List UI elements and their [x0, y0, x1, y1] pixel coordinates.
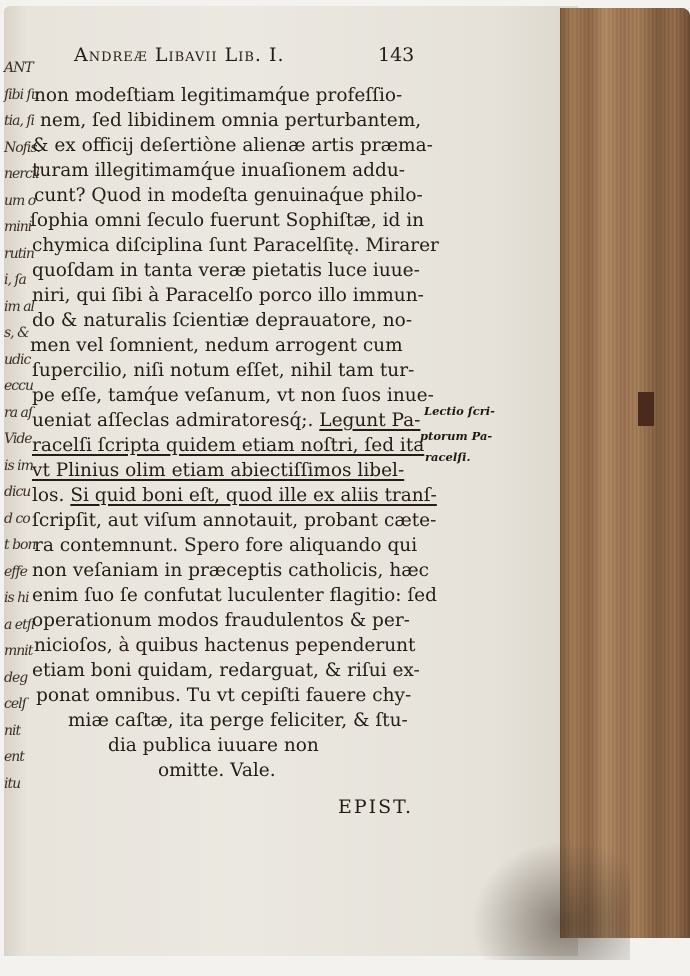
- body-line: operationum modos fraudulentos & per-: [32, 610, 410, 631]
- left-page-margin: [4, 60, 40, 820]
- body-line: [32, 434, 432, 458]
- left-margin-fragment: is im: [4, 457, 33, 474]
- left-margin-fragment: tia, ſi: [4, 113, 35, 129]
- catchword: EPIST.: [338, 796, 414, 818]
- body-line: ſcripſit, aut viſum annotauit, probant cæte-: [32, 510, 437, 531]
- left-margin-fragment: is hi: [4, 590, 29, 606]
- left-margin-fragment: i, ſa: [4, 272, 26, 288]
- left-margin-fragment: um o: [4, 192, 36, 209]
- left-margin-fragment: Vide: [4, 431, 32, 447]
- body-line: quoſdam in tanta veræ pietatis luce iuue-: [32, 260, 420, 281]
- left-margin-fragment: celſ: [4, 696, 26, 712]
- left-margin-fragment: nit: [4, 722, 21, 739]
- left-margin-fragment: deg: [4, 669, 28, 686]
- body-line: enim ſuo ſe confutat luculenter flagitio: ſed: [32, 585, 437, 606]
- body-line: pe eſſe, tamq́ue veſanum, vt non ſuos inue-: [32, 385, 434, 406]
- left-margin-fragment: dicu: [4, 484, 31, 500]
- body-line: ſophia omni ſeculo fuerunt Sophiſtæ, id in: [30, 210, 425, 231]
- marginal-note-line-1: Lectio ſcri-: [424, 404, 495, 418]
- body-text-segment: los.: [32, 485, 71, 506]
- body-line: ſupercilio, niſi notum eſſet, nihil tam tur-: [32, 360, 415, 381]
- left-margin-fragment: d co: [4, 510, 30, 527]
- body-line: miæ caſtæ, ita perge feliciter, & ſtu-: [68, 710, 408, 731]
- left-margin-fragment: rutin: [4, 245, 34, 262]
- underlined-text: Legunt Pa-: [319, 410, 421, 431]
- left-margin-fragment: ent: [4, 749, 24, 765]
- left-margin-fragment: Nofis.: [4, 139, 40, 156]
- body-line: ra contemnunt. Spero fore aliquando qui: [34, 535, 418, 556]
- body-line: nicioſos, à quibus hactenus pependerunt: [34, 635, 416, 656]
- marginal-note-line-3: racelſi.: [425, 450, 471, 464]
- body-line: men vel ſomnient, nedum arrogent cum: [30, 335, 403, 356]
- left-margin-fragment: s, &: [4, 325, 29, 341]
- body-line: [32, 459, 432, 483]
- body-line: dia publica iuuare non: [108, 735, 319, 756]
- marginal-note-line-2: ptorum Pa-: [420, 429, 493, 443]
- left-margin-fragment: t bon: [4, 537, 36, 553]
- body-line: nem, ſed libidinem omnia perturbantem,: [40, 110, 422, 131]
- body-line: etiam boni quidam, redarguat, & riſui ex-: [32, 660, 420, 681]
- body-line: [32, 409, 432, 433]
- body-line: ponat omnibus. Tu vt cepiſti fauere chy-: [36, 685, 412, 706]
- left-margin-fragment: eccu: [4, 378, 33, 394]
- hand-shadow: [470, 840, 630, 960]
- left-margin-fragment: mnit: [4, 643, 33, 659]
- body-line: & ex officij deſertiòne alienæ artis præma-: [32, 135, 433, 156]
- page-number: 143: [378, 44, 415, 66]
- fore-edge-texture: [560, 8, 690, 938]
- body-line: turam illegitimamq́ue inuaſionem addu-: [32, 160, 405, 181]
- left-margin-fragment: nercil: [4, 166, 39, 182]
- left-margin-fragment: udic: [4, 351, 31, 368]
- running-head: Andreæ Libavii Lib. I.: [74, 44, 285, 66]
- underlined-text: vt Plinius olim etiam abiectiſſimos libel-: [32, 460, 405, 481]
- left-margin-fragment: ſibi ſu: [4, 86, 39, 103]
- left-margin-fragment: a etſi: [4, 616, 35, 633]
- left-margin-fragment: ANT: [4, 60, 33, 76]
- underlined-text: racelſi ſcripta quidem etiam noſtri, ſed ita: [32, 435, 425, 456]
- left-margin-fragment: ra aſ: [4, 404, 33, 421]
- body-line: niri, qui ſibi à Paracelſo porco illo immun-: [32, 285, 424, 306]
- body-line: cunt? Quod in modeſta genuinaq́ue philo-: [34, 185, 423, 206]
- body-text-segment: ueniat aſſeclas admiratoresq́;.: [32, 410, 320, 431]
- left-margin-fragment: itu: [4, 775, 21, 792]
- body-line: [32, 484, 437, 508]
- body-line: omitte. Vale.: [158, 760, 276, 781]
- left-margin-fragment: mini: [4, 219, 32, 235]
- body-line: non veſaniam in præceptis catholicis, hæc: [32, 560, 429, 581]
- underlined-text: Si quid boni eſt, quod ille ex aliis tranſ-: [70, 485, 437, 506]
- body-line: non modeſtiam legitimamq́ue profeſſio-: [34, 85, 403, 106]
- body-line: do & naturalis ſcientiæ deprauatore, no-: [32, 310, 413, 331]
- left-margin-fragment: im al: [4, 298, 35, 315]
- left-margin-fragment: effe: [4, 563, 27, 580]
- ribbon-tab: [638, 392, 654, 426]
- body-line: chymica diſciplina ſunt Paracelſitę. Mirarer: [32, 235, 439, 256]
